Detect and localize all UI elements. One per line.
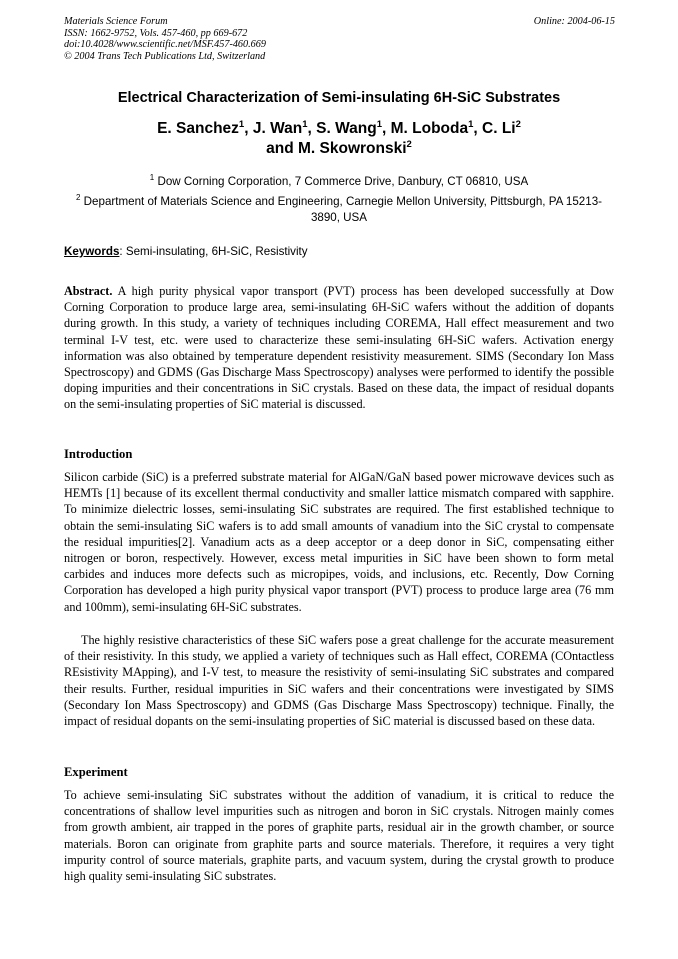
author-sup: 1	[238, 119, 245, 130]
journal-name: Materials Science Forum	[64, 16, 168, 27]
affiliation-text: Dow Corning Corporation, 7 Commerce Drive, Danbury, CT 06810, USA	[157, 175, 529, 188]
keywords-label: Keywords	[64, 245, 120, 258]
keywords-text: Semi-insulating, 6H-SiC, Resistivity	[122, 245, 308, 258]
abstract-label: Abstract.	[64, 284, 113, 298]
author-name: , J. Wan	[244, 120, 303, 137]
author-list	[0, 119, 678, 159]
affiliation-text: Department of Materials Science and Engineering, Carnegie Mellon University, Pittsburgh, PA 15213-3890, USA	[83, 195, 603, 224]
abstract	[64, 283, 614, 413]
keywords-colon: :	[119, 245, 123, 258]
affiliation-2	[70, 194, 608, 226]
author-name: , M. Loboda	[382, 120, 469, 137]
author-sup: 1	[468, 119, 474, 130]
affiliation-sup: 2	[75, 193, 81, 202]
doi-line: doi:10.4028/www.scientific.net/MSF.457-460.669	[64, 39, 266, 50]
introduction-paragraph-2: The highly resistive characteristics of these SiC wafers pose a great challenge for the accurate measurement of their resistivity. In this study, we applied a variety of techniques such as Hall effect, COREMA (COntactless REsistivity MApping), and I-V test, to measure the resistivity of semi-insulating SiC substrates and compared their results. Further, residual impurities in SiC wafers and their concentrations were investigated by SIMS (Secondary Ion Mass Spectroscopy) and GDMS (Gas Discharge Mass Spectroscopy) technique. Finally, the impact of residual dopants on the semi-insulating properties of SiC material is discussed based on these data.	[64, 633, 614, 729]
author-name: , S. Wang	[307, 120, 377, 137]
affiliation-sup: 1	[149, 173, 155, 182]
journal-header	[64, 16, 464, 62]
affiliation-1	[70, 174, 608, 190]
introduction-paragraph-1: Silicon carbide (SiC) is a preferred substrate material for AlGaN/GaN based power microwave devices such as HEMTs [1] because of its excellent thermal conductivity and smaller lattice mismatch compared with sapphire. To minimize dielectric losses, semi-insulating SiC substrates are required. The first established technique to obtain the semi-insulating SiC wafers is to add small amounts of vanadium into the SiC crystal to compensate the residual impurities[2]. Vanadium acts as a deep acceptor or a deep donor in SiC, compensating either nitrogen or boron, respectively. However, excess metal impurities in SiC have been shown to form metal carbides and induces more defects such as micropipes, voids, and inclusions, etc. Recently, Dow Corning Corporation has developed a high purity physical vapor transport (PVT) process to produce large area (76 mm and 100mm), semi-insulating 6H-SiC substrates.	[64, 470, 614, 614]
abstract-text: A high purity physical vapor transport (PVT) process has been developed successfully at Dow Corning Corporation to produce large area, semi-insulating 6H-SiC wafers without the addition of dopants during growth. In this study, a variety of techniques including COREMA, Hall effect measurement and two terminal I-V test, etc. were used to characterize these semi-insulating 6H-SiC wafers. Activation energy information was also obtained by temperature dependent resistivity measurement. SIMS (Secondary Ion Mass Spectroscopy) and GDMS (Gas Discharge Mass Spectroscopy) analyses were performed to identify the possible doping impurities and their concentrations in SiC crystals. Based on these data, the impact of residual dopants on the semi-insulating properties of SiC material is discussed.	[64, 284, 614, 412]
author-sup: 1	[376, 119, 382, 130]
introduction-heading: Introduction	[64, 447, 133, 461]
experiment-heading: Experiment	[64, 765, 128, 779]
keywords	[64, 245, 308, 258]
experiment-paragraph-1: To achieve semi-insulating SiC substrates without the addition of vanadium, it is critical to reduce the concentrations of shallow level impurities such as nitrogen and boron in SiC crystals. Nitrogen mainly comes from growth ambient, air trapped in the pores of graphite parts, residual air in the growth chamber, or source materials. Boron can originate from graphite parts and source materials. Therefore, it requires a very tight impurity control of source materials, graphite parts, and vacuum system, during the crystal growth to produce high quality semi-insulating SiC substrates.	[64, 788, 614, 884]
author-line-1	[0, 119, 678, 139]
author-line-2	[0, 139, 678, 159]
author-name: E. Sanchez	[157, 120, 239, 137]
author-name: , C. Li	[473, 120, 516, 137]
author-sup: 1	[302, 119, 308, 130]
online-date: Online: 2004-06-15	[533, 16, 615, 27]
copyright-line: © 2004 Trans Tech Publications Ltd, Switzerland	[64, 50, 266, 62]
issn-line: ISSN: 1662-9752, Vols. 457-460, pp 669-672	[64, 27, 248, 39]
author-sup: 2	[406, 139, 412, 150]
author-name: and M. Skowronski	[266, 140, 407, 157]
author-sup: 2	[515, 119, 521, 130]
paper-title: Electrical Characterization of Semi-insulating 6H-SiC Substrates	[117, 90, 561, 106]
